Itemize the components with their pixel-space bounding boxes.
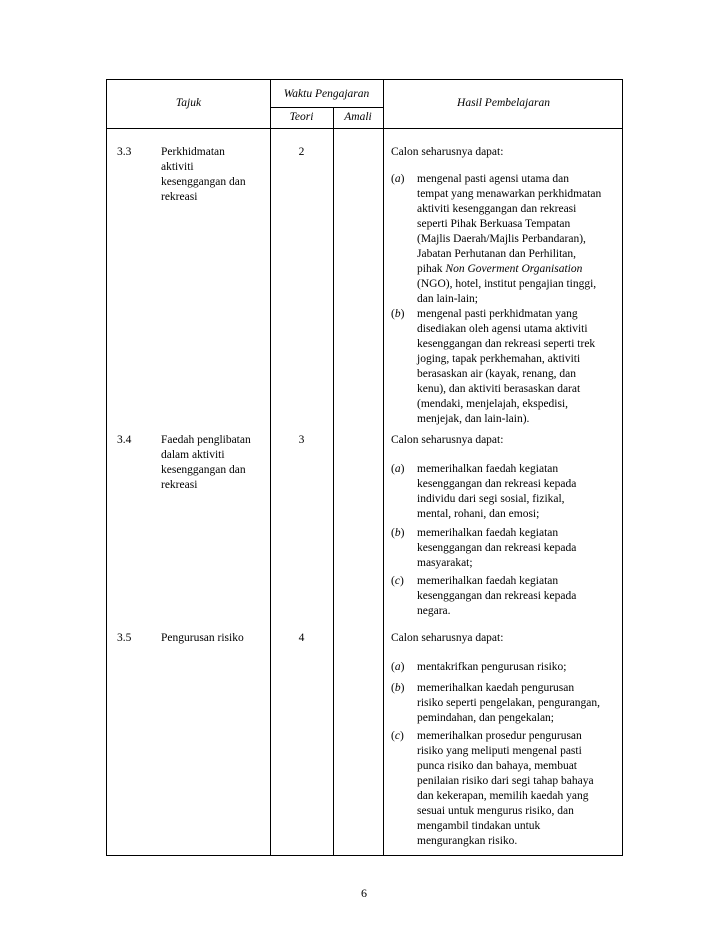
subheader-divider (270, 107, 383, 108)
row-title: Pengurusan risiko (161, 632, 244, 644)
outcome-item: (b) memerihalkan kaedah pengurusan risiko seperti pengelakan, pengurangan, pemindahan, dan pengekalan; (391, 682, 600, 724)
page-number: 6 (361, 886, 367, 900)
header-teori: Teori (289, 111, 314, 123)
col-divider (270, 80, 271, 855)
teori-hours: 4 (298, 632, 305, 644)
col-divider (333, 107, 334, 855)
row-title: Perkhidmatan aktiviti kesenggangan dan rekreasi (161, 146, 246, 203)
teori-hours: 3 (298, 434, 305, 446)
outcome-line: pihak Non Goverment Organisation (417, 263, 583, 275)
header-waktu-pengajaran: Waktu Pengajaran (283, 88, 370, 100)
outcome-item: (a) memerihalkan faedah kegiatan kesenggangan dan rekreasi kepada individu dari segi sosial, fizikal, mental, rohani, dan emosi; (391, 463, 577, 520)
row-number: 3.5 (117, 632, 132, 644)
syllabus-table (106, 79, 623, 856)
row-title: Faedah penglibatan dalam aktiviti kesenggangan dan rekreasi (161, 434, 251, 491)
row-number: 3.4 (117, 434, 132, 446)
outcome-item: (b) memerihalkan faedah kegiatan kesenggangan dan rekreasi kepada masyarakat; (391, 527, 577, 569)
outcome-intro: Calon seharusnya dapat: (391, 146, 504, 158)
header-divider (107, 128, 622, 129)
row-number: 3.3 (117, 146, 132, 158)
outcome-item: (c) memerihalkan prosedur pengurusan risiko yang meliputi mengenal pasti punca risiko dan bahaya, membuat penilaian risiko dari segi tahap bahaya dan kekerapan, memilih kaedah yang sesuai untuk mengurus risiko, dan mengambil tindakan untuk mengurangkan risiko. (391, 730, 594, 847)
teori-hours: 2 (298, 146, 305, 158)
header-tajuk: Tajuk (175, 97, 202, 109)
outcome-item: (a) mentakrifkan pengurusan risiko; (391, 661, 567, 673)
header-amali: Amali (344, 111, 372, 123)
header-hasil-pembelajaran: Hasil Pembelajaran (457, 97, 550, 109)
col-divider (383, 80, 384, 855)
outcome-item: (c) memerihalkan faedah kegiatan kesenggangan dan rekreasi kepada negara. (391, 575, 577, 617)
outcome-intro: Calon seharusnya dapat: (391, 434, 504, 446)
outcome-item: (b) mengenal pasti perkhidmatan yang disediakan oleh agensi utama aktiviti kesenggangan dan rekreasi seperti trek joging, tapak perkhemahan, aktiviti berasaskan air (kayak, renang, dan kenu), dan aktiviti berasaskan darat (mendaki, menjelajah, ekspedisi, menjejak, dan lain-lain). (391, 308, 596, 425)
outcome-intro: Calon seharusnya dapat: (391, 632, 504, 644)
outcome-item: (a) mengenal pasti agensi utama dan tempat yang menawarkan perkhidmatan aktiviti kesenggangan dan rekreasi seperti Pihak Berkuasa Tempatan (Majlis Daerah/Majlis Perbandaran), Jabatan Perhutanan dan Perhilitan, pihak Non Goverment Organisation (NGO), hotel, institut pengajian tinggi, dan lain-lain; (391, 172, 621, 307)
